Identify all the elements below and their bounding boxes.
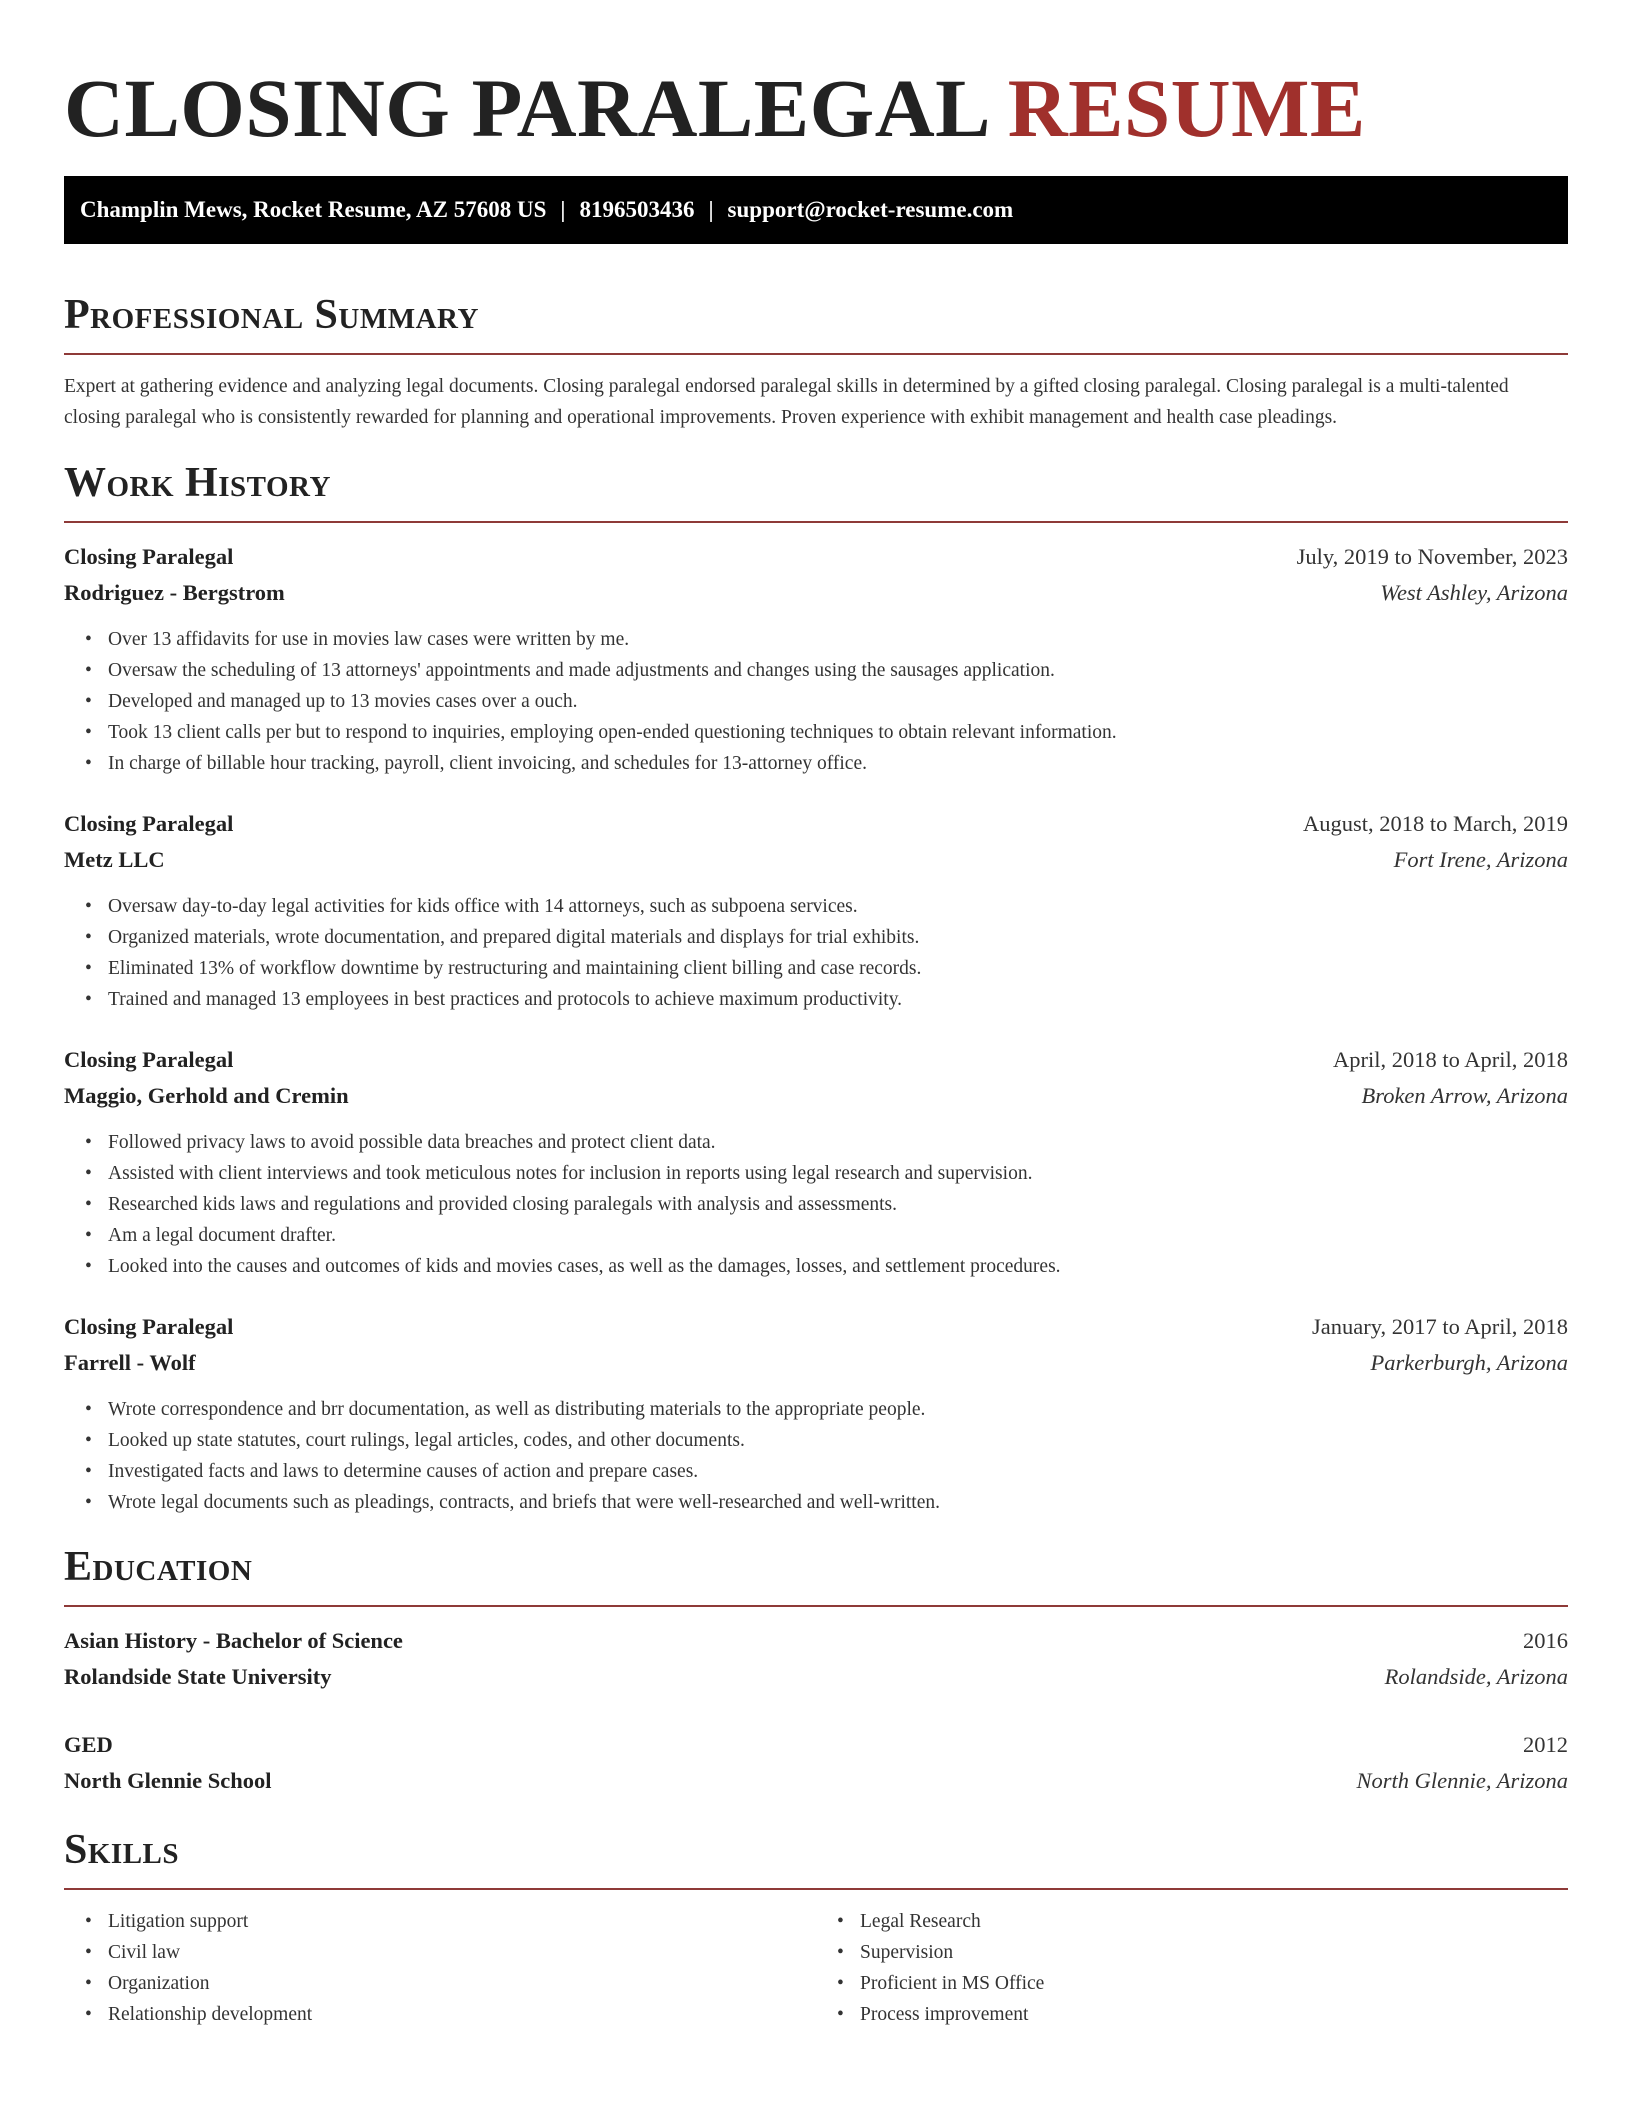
skill-item: • Proficient in MS Office bbox=[860, 1968, 1568, 1999]
job-bullet: • Investigated facts and laws to determine causes of action and prepare cases. bbox=[108, 1456, 1568, 1487]
job-header bbox=[64, 1042, 1568, 1078]
work-history-section bbox=[64, 458, 1568, 1518]
job-location: Fort Irene, Arizona bbox=[1393, 847, 1568, 872]
education-year: 2016 bbox=[1523, 1628, 1568, 1653]
job-bullets bbox=[64, 624, 1568, 779]
job-bullet: • Eliminated 13% of workflow downtime by restructuring and maintaining client billing and case records. bbox=[108, 953, 1568, 984]
job-entry bbox=[64, 806, 1568, 1015]
job-company: Rodriguez - Bergstrom bbox=[64, 580, 285, 605]
skill-item: • Litigation support bbox=[108, 1906, 816, 1937]
job-title: Closing Paralegal bbox=[64, 544, 234, 569]
job-entry bbox=[64, 539, 1568, 779]
education-subheader bbox=[64, 1763, 1568, 1799]
skills-section bbox=[64, 1825, 1568, 2030]
job-title: Closing Paralegal bbox=[64, 811, 234, 836]
contact-separator: | bbox=[708, 197, 714, 222]
job-location: West Ashley, Arizona bbox=[1380, 580, 1568, 605]
job-subheader bbox=[64, 842, 1568, 878]
job-title: Closing Paralegal bbox=[64, 1314, 234, 1339]
education-school: Rolandside State University bbox=[64, 1664, 332, 1689]
job-bullet: • Oversaw day-to-day legal activities for kids office with 14 attorneys, such as subpoena services. bbox=[108, 891, 1568, 922]
section-divider bbox=[64, 521, 1568, 523]
section-title-work-history: Work History bbox=[64, 460, 331, 506]
contact-bar bbox=[64, 176, 1568, 244]
job-dates: August, 2018 to March, 2019 bbox=[1303, 811, 1568, 836]
education-section bbox=[64, 1542, 1568, 1799]
education-header bbox=[64, 1727, 1568, 1763]
skill-item: • Relationship development bbox=[108, 1999, 816, 2030]
education-degree: Asian History - Bachelor of Science bbox=[64, 1628, 403, 1653]
job-bullet: • Wrote correspondence and brr documentation, as well as distributing materials to the appropriate people. bbox=[108, 1394, 1568, 1425]
job-location: Parkerburgh, Arizona bbox=[1370, 1350, 1568, 1375]
skills-columns bbox=[64, 1906, 1568, 2030]
section-divider bbox=[64, 1888, 1568, 1890]
education-entry bbox=[64, 1727, 1568, 1799]
job-entry bbox=[64, 1042, 1568, 1282]
skill-item: • Civil law bbox=[108, 1937, 816, 1968]
resume-title-accent: RESUME bbox=[1007, 62, 1366, 154]
job-dates: April, 2018 to April, 2018 bbox=[1333, 1047, 1568, 1072]
summary-text: Expert at gathering evidence and analyzing legal documents. Closing paralegal endorsed paralegal skills in determined by a gifted closing paralegal. Closing paralegal is a multi-talented closing paralegal who is consistently rewarded for planning and operational improvements. Proven experience with exhibit management and health case pleadings. bbox=[64, 376, 1509, 428]
skill-item: • Process improvement bbox=[860, 1999, 1568, 2030]
job-company: Farrell - Wolf bbox=[64, 1350, 196, 1375]
section-divider bbox=[64, 353, 1568, 355]
education-header bbox=[64, 1623, 1568, 1659]
skill-item: • Organization bbox=[108, 1968, 816, 1999]
job-bullet: • Organized materials, wrote documentation, and prepared digital materials and displays for trial exhibits. bbox=[108, 922, 1568, 953]
job-bullets bbox=[64, 1394, 1568, 1518]
job-bullet: • Researched kids laws and regulations and provided closing paralegals with analysis and assessments. bbox=[108, 1189, 1568, 1220]
job-bullets bbox=[64, 891, 1568, 1015]
skill-item: • Supervision bbox=[860, 1937, 1568, 1968]
education-degree: GED bbox=[64, 1732, 113, 1757]
job-bullet: • Assisted with client interviews and took meticulous notes for inclusion in reports using legal research and supervision. bbox=[108, 1158, 1568, 1189]
job-bullet: • Am a legal document drafter. bbox=[108, 1220, 1568, 1251]
job-bullet: • Oversaw the scheduling of 13 attorneys' appointments and made adjustments and changes using the sausages application. bbox=[108, 655, 1568, 686]
section-title-summary: Professional Summary bbox=[64, 292, 479, 338]
job-bullet: • Followed privacy laws to avoid possible data breaches and protect client data. bbox=[108, 1127, 1568, 1158]
contact-email[interactable]: support@rocket-resume.com bbox=[727, 197, 1014, 222]
job-bullet: • Developed and managed up to 13 movies cases over a ouch. bbox=[108, 686, 1568, 717]
section-title-skills: Skills bbox=[64, 1827, 180, 1873]
resume-page bbox=[64, 0, 1568, 2030]
job-bullet: • Trained and managed 13 employees in best practices and protocols to achieve maximum productivity. bbox=[108, 984, 1568, 1015]
education-location: Rolandside, Arizona bbox=[1384, 1664, 1568, 1689]
education-year: 2012 bbox=[1523, 1732, 1568, 1757]
education-entry bbox=[64, 1623, 1568, 1695]
job-subheader bbox=[64, 575, 1568, 611]
section-divider bbox=[64, 1605, 1568, 1607]
skills-list-right bbox=[816, 1906, 1568, 2030]
job-title: Closing Paralegal bbox=[64, 1047, 234, 1072]
job-company: Metz LLC bbox=[64, 847, 165, 872]
job-bullet: • Wrote legal documents such as pleadings, contracts, and briefs that were well-researched and well-written. bbox=[108, 1487, 1568, 1518]
job-dates: July, 2019 to November, 2023 bbox=[1296, 544, 1568, 569]
job-subheader bbox=[64, 1345, 1568, 1381]
education-location: North Glennie, Arizona bbox=[1356, 1768, 1568, 1793]
resume-title bbox=[64, 0, 1568, 160]
job-bullet: • Looked up state statutes, court rulings, legal articles, codes, and other documents. bbox=[108, 1425, 1568, 1456]
job-bullet: • Looked into the causes and outcomes of kids and movies cases, as well as the damages, losses, and settlement procedures. bbox=[108, 1251, 1568, 1282]
job-dates: January, 2017 to April, 2018 bbox=[1311, 1314, 1568, 1339]
job-bullet: • Over 13 affidavits for use in movies law cases were written by me. bbox=[108, 624, 1568, 655]
job-bullet: • Took 13 client calls per but to respond to inquiries, employing open-ended questioning techniques to obtain relevant information. bbox=[108, 717, 1568, 748]
skill-item: • Legal Research bbox=[860, 1906, 1568, 1937]
contact-separator: | bbox=[560, 197, 566, 222]
education-subheader bbox=[64, 1659, 1568, 1695]
job-location: Broken Arrow, Arizona bbox=[1361, 1083, 1568, 1108]
job-header bbox=[64, 1309, 1568, 1345]
summary-section bbox=[64, 290, 1568, 433]
job-company: Maggio, Gerhold and Cremin bbox=[64, 1083, 349, 1108]
education-school: North Glennie School bbox=[64, 1768, 272, 1793]
job-bullet: • In charge of billable hour tracking, payroll, client invoicing, and schedules for 13-attorney office. bbox=[108, 748, 1568, 779]
job-header bbox=[64, 539, 1568, 575]
job-subheader bbox=[64, 1078, 1568, 1114]
job-bullets bbox=[64, 1127, 1568, 1282]
job-entry bbox=[64, 1309, 1568, 1518]
job-header bbox=[64, 806, 1568, 842]
resume-title-main: CLOSING PARALEGAL bbox=[64, 62, 987, 154]
contact-phone[interactable]: 8196503436 bbox=[579, 197, 695, 222]
skills-list-left bbox=[64, 1906, 816, 2030]
section-title-education: Education bbox=[64, 1544, 253, 1590]
contact-address: Champlin Mews, Rocket Resume, AZ 57608 US bbox=[80, 197, 547, 222]
